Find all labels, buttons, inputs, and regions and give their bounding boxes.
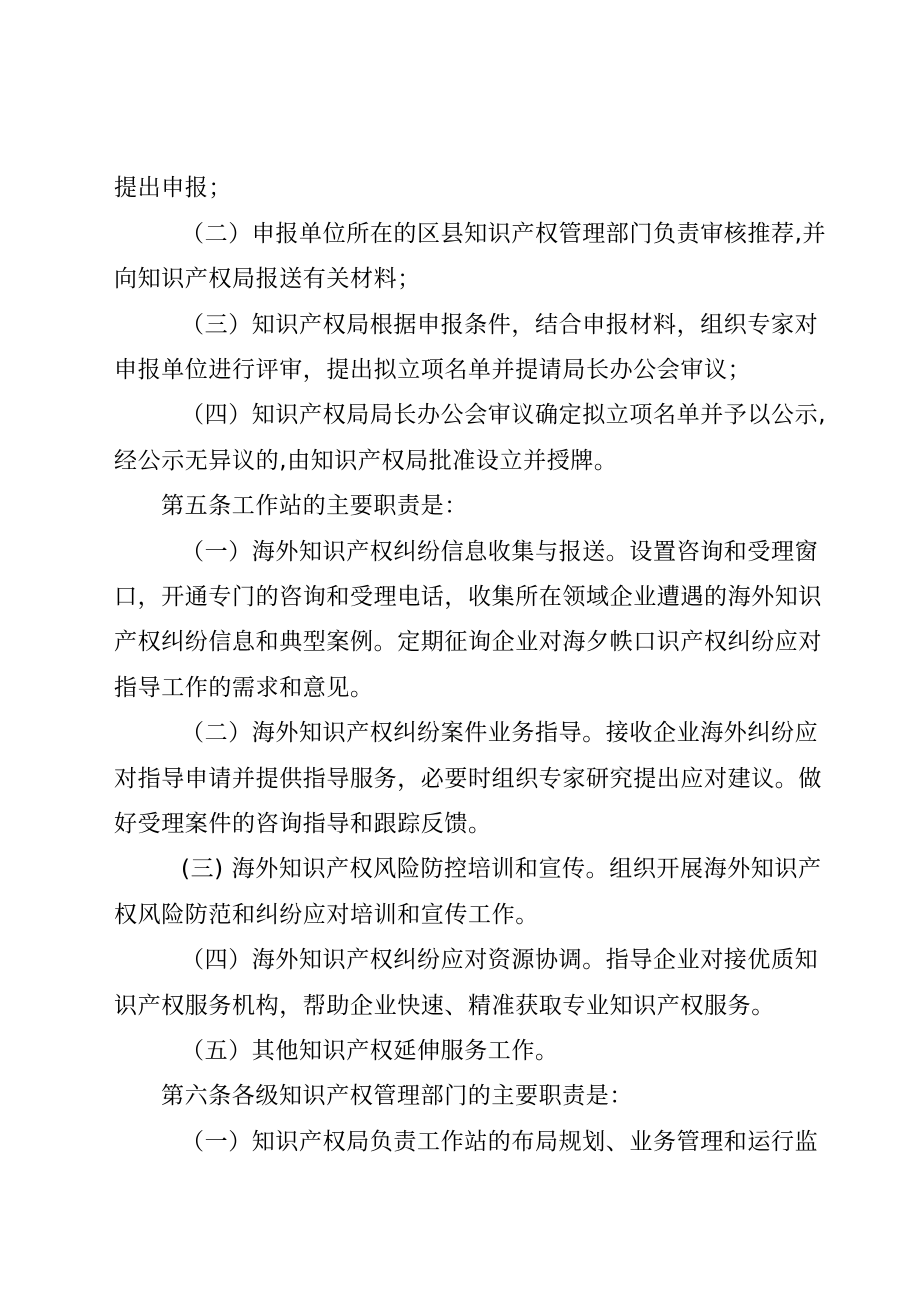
text-line-20: （五）其他知识产权延伸服务工作。 <box>181 1038 559 1064</box>
text-line-21: 第六条各级知识产权管理部门的主要职责是： <box>161 1083 633 1109</box>
text-line-2: （二）申报单位所在的区县知识产权管理部门负责审核推荐,并 <box>181 221 827 247</box>
text-line-17: 权风险防范和纠纷应对培训和宣传工作。 <box>114 902 539 928</box>
text-line-5: 申报单位进行评审，提出拟立项名单并提请局长办公会审议； <box>114 357 752 383</box>
text-line-11: 产权纠纷信息和典型案例。定期征询企业对海夕帙口识产权纠纷应对 <box>114 629 822 655</box>
text-line-15: 好受理案件的咨询指导和跟踪反馈。 <box>114 811 492 837</box>
text-line-4: （三）知识产权局根据申报条件，结合申报材料，组织专家对 <box>181 312 819 338</box>
text-line-16: (三) 海外知识产权风险防控培训和宣传。组织开展海外知识产 <box>181 856 822 882</box>
text-line-6: （四）知识产权局局长办公会审议确定拟立项名单并予以公示, <box>181 402 827 428</box>
text-line-8: 第五条工作站的主要职责是： <box>161 493 468 519</box>
text-line-10: 口，开通专门的咨询和受理电话，收集所在领域企业遭遇的海外知识 <box>114 584 822 610</box>
text-line-12: 指导工作的需求和意见。 <box>114 675 374 701</box>
text-line-3: 向知识产权局报送有关材料； <box>114 266 421 292</box>
text-line-22: （一）知识产权局负责工作站的布局规划、业务管理和运行监 <box>181 1129 819 1155</box>
text-line-1: 提出申报； <box>114 175 232 201</box>
text-line-14: 对指导申请并提供指导服务，必要时组织专家研究提出应对建议。做 <box>114 766 822 792</box>
text-line-7: 经公示无异议的,由知识产权局批准设立并授牌。 <box>114 448 618 474</box>
text-line-19: 识产权服务机构，帮助企业快速、精准获取专业知识产权服务。 <box>114 993 775 1019</box>
text-line-9: （一）海外知识产权纠纷信息收集与报送。设置咨询和受理窗 <box>181 539 819 565</box>
text-line-18: （四）海外知识产权纠纷应对资源协调。指导企业对接优质知 <box>181 947 819 973</box>
text-line-13: （二）海外知识产权纠纷案件业务指导。接收企业海外纠纷应 <box>181 720 819 746</box>
